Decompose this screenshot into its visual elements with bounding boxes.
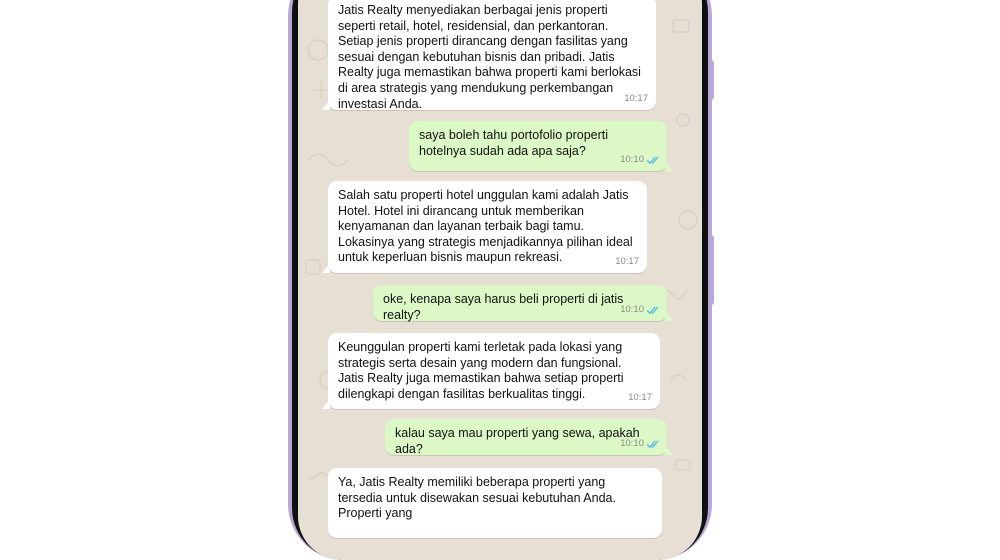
message-text: kalau saya mau properti yang sewa, apakah ada? [395, 426, 640, 456]
phone-power-button [710, 235, 714, 305]
bubble-tail [322, 263, 330, 273]
bubble-tail [322, 100, 330, 110]
message-bubble-outgoing[interactable] [409, 121, 667, 171]
double-check-icon [646, 156, 661, 165]
message-time [628, 390, 652, 406]
bubble-tail [322, 399, 330, 409]
double-check-icon [646, 440, 661, 449]
message-bubble-outgoing[interactable] [385, 419, 667, 455]
message-bubble-outgoing[interactable] [373, 285, 667, 321]
message-text: Ya, Jatis Realty memiliki beberapa properti yang tersedia untuk disewakan sesuai kebutuhan Anda. Properti yang [338, 475, 616, 521]
message-bubble-incoming[interactable] [328, 0, 656, 110]
message-bubble-incoming[interactable] [328, 468, 662, 538]
message-text: Salah satu properti hotel unggulan kami adalah Jatis Hotel. Hotel ini dirancang untuk memberikan kenyamanan dan layanan terbaik bagi tamu. Lokasinya yang strategis menjadikannya pilihan ideal untuk keperluan bisnis maupun rekreasi. [338, 188, 633, 265]
time-label: 10:10 [620, 154, 644, 166]
time-label: 10:17 [615, 256, 639, 268]
bubble-tail [665, 445, 673, 455]
time-label: 10:10 [620, 438, 644, 450]
message-time [620, 152, 661, 168]
time-label: 10:10 [620, 304, 644, 316]
message-bubble-incoming[interactable] [328, 333, 660, 409]
message-text: Keunggulan properti kami terletak pada lokasi yang strategis serta desain yang modern dan fungsional. Jatis Realty juga memastikan bahwa setiap properti dilengkapi dengan fasilitas berkualitas tinggi. [338, 340, 624, 401]
bubble-tail [665, 161, 673, 171]
message-time [620, 436, 661, 452]
message-text: saya boleh tahu portofolio properti hotelnya sudah ada apa saja? [419, 128, 609, 158]
time-label: 10:17 [624, 93, 648, 105]
message-time [615, 254, 639, 270]
message-text: Jatis Realty menyediakan berbagai jenis properti seperti retail, hotel, residensial, dan perkantoran. Setiap jenis properti dirancang dengan fasilitas yang sesuai dengan kebutuhan bisnis dan pribadi. Jatis Realty juga memastikan bahwa properti kami berlokasi di area strategis yang mendukung perkembangan investasi Anda. [338, 3, 641, 111]
chat-screen[interactable] [298, 0, 702, 560]
bubble-tail [665, 311, 673, 321]
message-list[interactable] [298, 0, 702, 560]
message-time [620, 302, 661, 318]
phone-side-button [710, 60, 714, 100]
message-time [624, 91, 648, 107]
message-bubble-incoming[interactable] [328, 181, 647, 273]
message-text: oke, kenapa saya harus beli properti di jatis realty? [383, 292, 624, 322]
time-label: 10:17 [628, 392, 652, 404]
double-check-icon [646, 306, 661, 315]
